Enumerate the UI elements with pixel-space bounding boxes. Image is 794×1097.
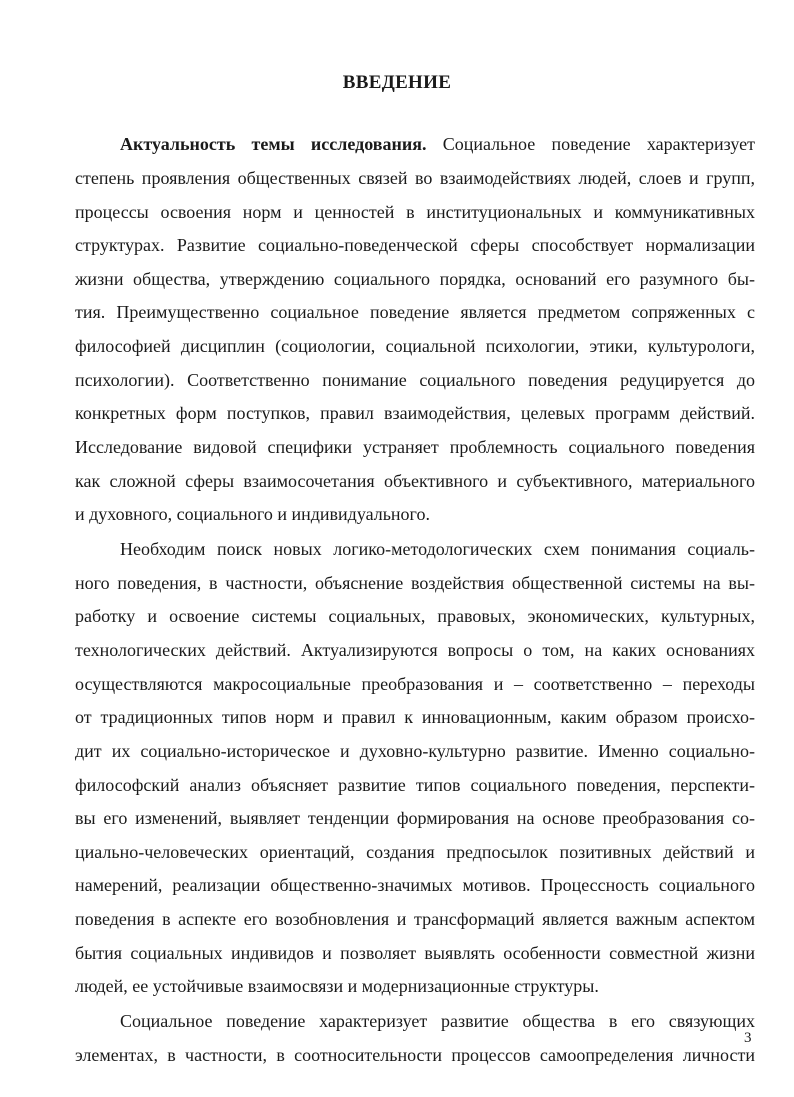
paragraph-1-line-7: философией дисциплин (социологии, социальной психологии, этики, культурологи,	[75, 336, 755, 356]
paragraph-2-line-5: осуществляются макросоциальные преобразования и – соответственно – переходы	[75, 674, 755, 694]
paragraph-2-line-14: людей, ее устойчивые взаимосвязи и модернизационные структуры.	[75, 976, 599, 996]
paragraph-1-line-5: жизни общества, утверждению социального порядка, оснований его разумного бы-	[75, 269, 755, 289]
paragraph-3-line-1: Социальное поведение характеризует развитие общества в его связующих	[120, 1011, 755, 1031]
paragraph-2-line-7: дит их социально-историческое и духовно-культурно развитие. Именно социально-	[75, 741, 755, 761]
paragraph-1-line-1-text: Социальное поведение характеризует	[426, 134, 755, 154]
paragraph-2-line-2: ного поведения, в частности, объяснение воздействия общественной системы на вы-	[75, 573, 755, 593]
paragraph-2-line-9: вы его изменений, выявляет тенденции формирования на основе преобразования со-	[75, 808, 755, 828]
paragraph-1-line-6: тия. Преимущественно социальное поведение является предметом сопряженных с	[75, 302, 755, 322]
paragraph-2-line-1: Необходим поиск новых логико-методологических схем понимания социаль-	[120, 539, 755, 559]
paragraph-1-line-12: и духовного, социального и индивидуального.	[75, 504, 430, 524]
paragraph-2-line-6: от традиционных типов норм и правил к инновационным, каким образом происхо-	[75, 707, 755, 727]
paragraph-1-lead: Актуальность темы исследования.	[120, 134, 427, 154]
paragraph-2-line-4: технологических действий. Актуализируются вопросы о том, на каких основаниях	[75, 640, 755, 660]
paragraph-1-line-8: психологии). Соответственно понимание социального поведения редуцируется до	[75, 370, 755, 390]
paragraph-2-line-13: бытия социальных индивидов и позволяет выявлять особенности совместной жизни	[75, 943, 755, 963]
paragraph-1-line-1	[120, 133, 755, 155]
paragraph-1-line-2: степень проявления общественных связей во взаимодействиях людей, слоев и групп,	[75, 168, 755, 188]
paragraph-1-line-11: как сложной сферы взаимосочетания объективного и субъективного, материального	[75, 471, 755, 491]
paragraph-1-line-9: конкретных форм поступков, правил взаимодействия, целевых программ действий.	[75, 403, 755, 423]
paragraph-2-line-8: философский анализ объясняет развитие типов социального поведения, перспекти-	[75, 775, 755, 795]
paragraph-2-line-11: намерений, реализации общественно-значимых мотивов. Процессность социального	[75, 875, 755, 895]
paragraph-2-line-10: циально-человеческих ориентаций, создания предпосылок позитивных действий и	[75, 842, 755, 862]
paragraph-1-line-4: структурах. Развитие социально-поведенческой сферы способствует нормализации	[75, 235, 755, 255]
page-number: 3	[744, 1030, 752, 1046]
paragraph-3-line-2: элементах, в частности, в соотносительности процессов самоопределения личности	[75, 1045, 755, 1065]
paragraph-1-line-3: процессы освоения норм и ценностей в институциональных и коммуникативных	[75, 202, 755, 222]
paragraph-2-line-3: работку и освоение системы социальных, правовых, экономических, культурных,	[75, 606, 755, 626]
paragraph-1-line-10: Исследование видовой специфики устраняет проблемность социального поведения	[75, 437, 755, 457]
page-title: ВВЕДЕНИЕ	[342, 72, 452, 93]
paragraph-2-line-12: поведения в аспекте его возобновления и трансформаций является важным аспектом	[75, 909, 755, 929]
